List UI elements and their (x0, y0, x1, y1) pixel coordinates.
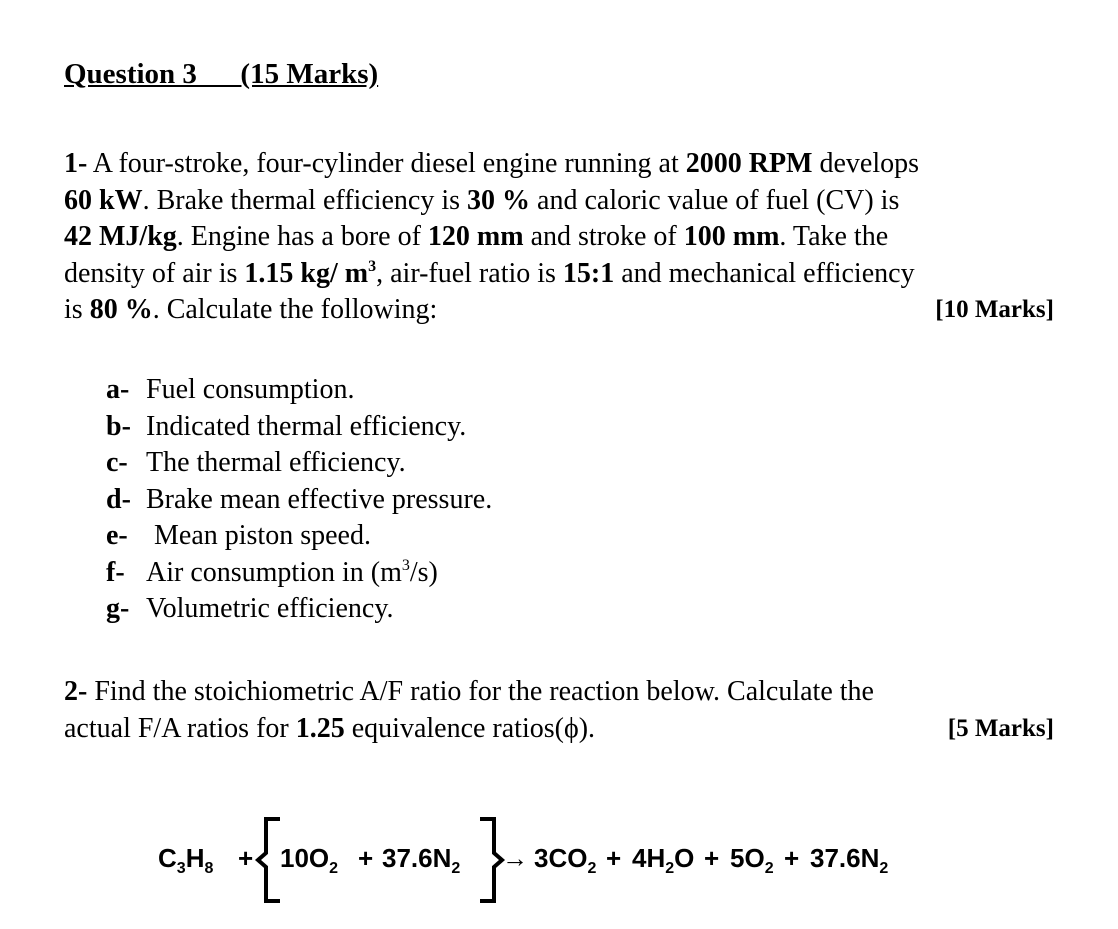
eq-text: 37.6N (810, 843, 880, 873)
subquestion-list (106, 372, 492, 628)
eq-sub: 8 (204, 860, 214, 877)
value-brake-efficiency: 30 % (467, 184, 531, 216)
item-text: Brake mean effective pressure. (146, 483, 493, 515)
text: . Take the (779, 221, 889, 252)
plus-sign: + (238, 843, 254, 873)
list-item (106, 518, 492, 555)
part1-line-4 (64, 256, 1064, 293)
product-h2o (632, 843, 695, 877)
value-air-density: 1.15 kg/ m (244, 257, 369, 289)
part2-number: 2- (64, 676, 88, 707)
eq-text: 3CO (534, 843, 588, 873)
product-n2 (810, 843, 889, 877)
value-mech-efficiency: 80 % (89, 294, 153, 325)
eq-text: C (158, 843, 177, 873)
plus-sign: + (704, 843, 720, 873)
value-equivalence-ratio: 1.25 (295, 712, 345, 744)
part1-number: 1- (64, 148, 88, 179)
eq-text: 10O (280, 843, 330, 873)
list-item (106, 555, 492, 592)
text: density of air is (64, 257, 245, 289)
plus-sign: + (606, 843, 622, 873)
item-label: f- (106, 556, 125, 588)
part2-marks: [5 Marks] (947, 714, 1054, 742)
list-item (106, 409, 492, 446)
plus-sign: + (784, 843, 800, 873)
part2-paragraph (64, 674, 1064, 747)
question-heading: Question 3 (15 Marks) (64, 58, 379, 90)
item-text: Volumetric efficiency. (146, 593, 394, 624)
eq-sub: 2 (329, 860, 339, 877)
text: . Engine has a bore of (176, 221, 428, 252)
item-text: Fuel consumption. (146, 374, 355, 405)
text: and stroke of (523, 221, 684, 252)
item-text: Mean piston speed. (154, 520, 371, 551)
product-o2 (730, 843, 774, 877)
reactant-oxygen (280, 843, 339, 877)
text: Find the stoichiometric A/F ratio for the reaction below. Calculate the (94, 676, 874, 707)
eq-sub: 2 (587, 860, 597, 877)
text: and caloric value of fuel (CV) is (530, 184, 900, 216)
item-text: Indicated thermal efficiency. (146, 410, 467, 442)
reaction-equation (158, 815, 978, 905)
text: A four-stroke, four-cylinder diesel engine running at (92, 148, 686, 179)
text: develops (812, 148, 920, 179)
item-label: g- (106, 593, 130, 624)
eq-sub: 2 (665, 860, 675, 877)
eq-sub: 3 (176, 860, 186, 877)
item-text: Air consumption in (m (146, 556, 402, 588)
eq-text: O (674, 843, 695, 873)
value-cv: 42 MJ/kg (64, 221, 177, 252)
eq-text: H (185, 843, 205, 873)
item-label: d- (106, 483, 131, 515)
eq-sub: 2 (764, 860, 774, 877)
value-power: 60 kW (64, 184, 143, 216)
reactant-nitrogen (382, 843, 461, 877)
list-item (106, 482, 492, 519)
part1-line-5 (64, 292, 1064, 329)
fuel-formula (158, 843, 214, 877)
eq-text: 4H (632, 843, 666, 873)
reaction-arrow-icon: → (502, 843, 528, 873)
list-item (106, 372, 492, 409)
part2-line-1 (64, 674, 1064, 711)
item-text: /s) (409, 556, 438, 588)
text: , air-fuel ratio is (376, 257, 563, 289)
part2-line-2 (64, 711, 1064, 748)
eq-sub: 2 (879, 860, 889, 877)
list-item (106, 445, 492, 482)
value-stroke: 100 mm (683, 221, 780, 252)
item-label: a- (106, 374, 130, 405)
part1-line-3 (64, 219, 1064, 256)
text: . Brake thermal efficiency is (142, 184, 468, 216)
eq-text: 37.6N (382, 843, 452, 873)
superscript: 3 (401, 556, 410, 574)
text: equivalence ratios(ϕ). (344, 712, 596, 744)
item-label: e- (106, 520, 128, 551)
part1-line-1 (64, 146, 1064, 183)
text: and mechanical efficiency (614, 257, 915, 289)
value-bore: 120 mm (427, 221, 524, 252)
part1-line-2 (64, 183, 1064, 220)
eq-sub: 2 (451, 860, 461, 877)
part1-paragraph (64, 146, 1064, 329)
item-text: The thermal efficiency. (146, 447, 406, 478)
part1-marks: [10 Marks] (935, 296, 1054, 323)
product-co2 (534, 843, 597, 877)
value-rpm: 2000 RPM (685, 148, 813, 179)
text: actual F/A ratios for (64, 712, 296, 744)
plus-sign: + (358, 843, 374, 873)
item-label: b- (106, 410, 131, 442)
text: is (64, 294, 90, 325)
text: . Calculate the following: (152, 294, 438, 325)
value-af-ratio: 15:1 (562, 257, 615, 289)
list-item (106, 591, 492, 628)
eq-text: 5O (730, 843, 765, 873)
item-label: c- (106, 447, 128, 478)
superscript: 3 (368, 257, 377, 275)
